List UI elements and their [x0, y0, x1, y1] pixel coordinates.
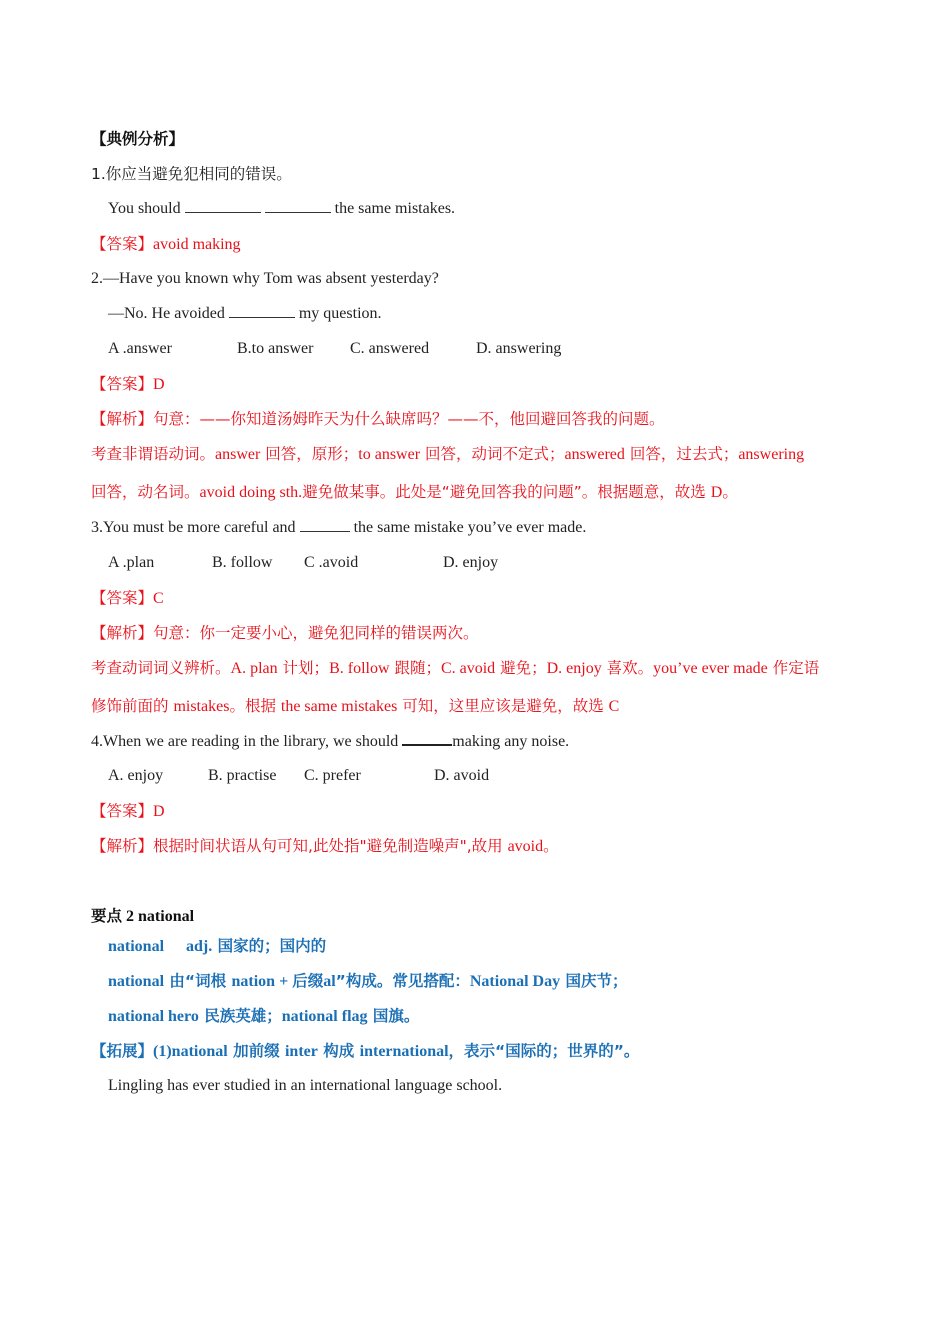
q2-analysis-2: 考查非谓语动词。answer 回答，原形；to answer 回答，动词不定式；answered 回答，过去式；answering — [91, 445, 805, 463]
point2-example: Lingling has ever studied in an international language school. — [108, 1077, 503, 1094]
q2-option-d: D. answering — [476, 340, 562, 357]
q3-prompt: 3.You must be more careful and the same mistake you’ve ever made. — [91, 519, 587, 536]
q3-option-b: B. follow — [212, 554, 273, 571]
q2-option-c: C. answered — [350, 340, 430, 357]
point2-extension: 【拓展】(1)national 加前缀 inter 构成 international，表示“国际的；世界的”。 — [91, 1042, 640, 1060]
q4-prompt: 4.When we are reading in the library, we should making any noise. — [91, 730, 890, 753]
q2-analysis-1: 【解析】句意：——你知道汤姆昨天为什么缺席吗？——不，他回避回答我的问题。 — [91, 410, 665, 428]
q3-answer: 【答案】C — [91, 589, 164, 607]
q2-reply: —No. He avoided my question. — [108, 305, 382, 322]
section-heading: 【典例分析】 — [91, 130, 185, 148]
q4-analysis: 【解析】根据时间状语从句可知,此处指"避免制造噪声",故用 avoid。 — [91, 837, 559, 855]
q4-blank — [402, 730, 452, 746]
point2-title: 要点 2 national — [91, 907, 195, 925]
q1-blank-2 — [265, 198, 331, 213]
q2-option-b: B.to answer — [237, 340, 314, 357]
q4-option-c: C. prefer — [304, 767, 361, 784]
q1-sentence: You should the same mistakes. — [108, 200, 456, 217]
point2-definition: national adj. 国家的；国内的 — [108, 937, 327, 955]
q3-option-d: D. enjoy — [443, 554, 499, 571]
q2-answer: 【答案】D — [91, 375, 165, 393]
q3-analysis-1: 【解析】句意：你一定要小心，避免犯同样的错误两次。 — [91, 624, 479, 642]
q4-option-b: B. practise — [208, 767, 277, 784]
q2-analysis-3: 回答，动名词。avoid doing sth.避免做某事。此处是“避免回答我的问题”。根据题意，故选 D。 — [91, 483, 739, 501]
point2-collocations: national hero 民族英雄；national flag 国旗。 — [108, 1007, 420, 1025]
q1-answer: 【答案】avoid making — [91, 235, 241, 253]
q3-option-a: A .plan — [108, 554, 155, 571]
q1-chinese: 1.你应当避免犯相同的错误。 — [91, 165, 292, 183]
point2-formation: national 由“词根 nation + 后缀al”构成。常见搭配：National Day 国庆节； — [108, 972, 628, 990]
q3-analysis-2: 考查动词词义辨析。A. plan 计划；B. follow 跟随；C. avoid 避免；D. enjoy 喜欢。you’ve ever made 作定语 — [91, 659, 820, 677]
q2-blank — [229, 303, 295, 318]
q2-option-a: A .answer — [108, 340, 172, 357]
q4-option-a: A. enjoy — [108, 767, 164, 784]
q3-blank — [300, 517, 350, 532]
q4-option-d: D. avoid — [434, 767, 490, 784]
q4-answer: 【答案】D — [91, 802, 165, 820]
q3-analysis-3: 修饰前面的 mistakes。根据 the same mistakes 可知，这里应该是避免，故选 C — [91, 697, 620, 715]
q2-prompt: 2.—Have you known why Tom was absent yesterday? — [91, 270, 439, 287]
q1-blank-1 — [185, 198, 261, 213]
q3-option-c: C .avoid — [304, 554, 359, 571]
